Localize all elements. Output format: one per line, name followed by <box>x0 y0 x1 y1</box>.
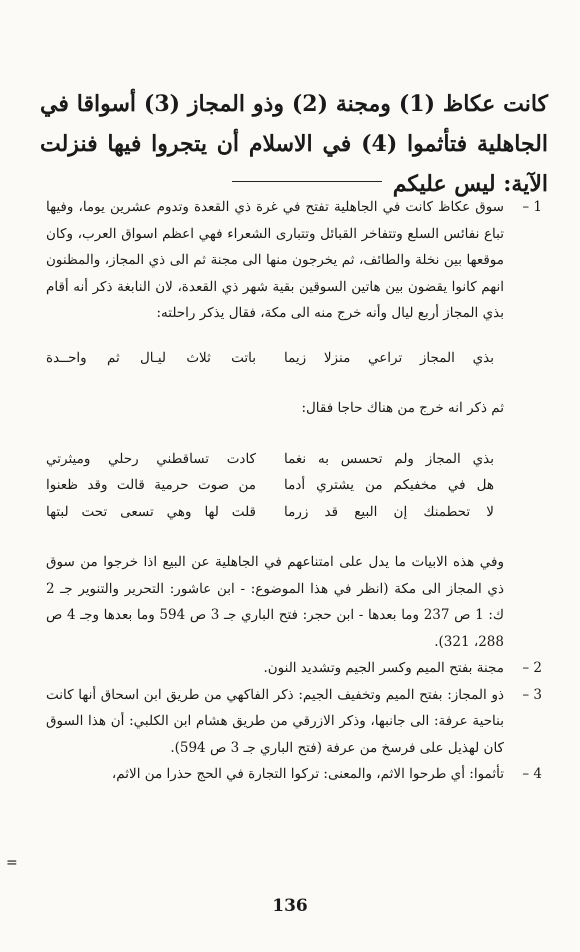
verse-line <box>46 345 504 372</box>
verse-hemistich-left: بذي المجاز تراعي منزلا زيما <box>284 349 494 366</box>
verse-hemistich-left: بذي المجاز ولم تحسس به نغما <box>284 450 494 467</box>
footnote-number: 1 – <box>522 199 542 215</box>
footnote-text: تأثموا: أي طرحوا الاثم، والمعنى: تركوا التجارة في الحج حذرا من الاثم، <box>111 766 504 782</box>
verse-hemistich-left: هل في مخفيكم من يشتري أدما <box>284 477 494 493</box>
footnote-separator <box>232 181 382 182</box>
verse-hemistich-right: كادت تساقطني رحلي وميثرتي <box>46 450 256 467</box>
footnote-1 <box>46 194 542 655</box>
continuation-mark: = <box>6 855 18 871</box>
verse-line <box>46 499 504 526</box>
footnote-verse-intro: ثم ذكر انه خرج من هناك حاجا فقال: <box>301 400 504 416</box>
footnote-number: 4 – <box>522 766 542 782</box>
verse-hemistich-right: قلت لها وهي تسعى تحت لبتها <box>46 503 256 520</box>
main-text: كانت عكاظ (1) ومجنة (2) وذو المجاز (3) أسواقا في الجاهلية فتأثموا (4) في الاسلام أن يتجروا فيها فنزلت الآية: ليس عليكم <box>40 91 549 197</box>
footnote-number: 2 – <box>522 660 542 676</box>
verse-hemistich-right: باتت ثلاث ليـال ثم واحــدة <box>46 349 256 366</box>
footnote-paragraph: سوق عكاظ كانت في الجاهلية تفتح في غرة ذي القعدة وتدوم عشرين يوما، وفيها تباع نفائس السلع وتتفاخر القبائل وتتبارى الشعراء فهي اعظم اسواق العرب، وكان موقعها بين نخلة والطائف، ثم يخرجون منها الى مجنة ثم الى ذي المجاز، والمظنون انهم كانوا يقضون بين هاتين السوقين بقية شهر ذي القعدة، لان النابغة ذكر أنه أقام بذي المجاز أربع ليال وأنه خرج منه الى مكة، فقال يذكر راحلته: <box>46 199 504 321</box>
verse-line <box>46 472 504 499</box>
footnotes <box>46 194 542 788</box>
page-number: 136 <box>272 896 308 916</box>
footnote-2 <box>46 655 542 682</box>
footnote-4 <box>46 761 542 788</box>
footnote-paragraph: وفي هذه الابيات ما يدل على امتناعهم في الجاهلية عن البيع اذا خرجوا من سوق ذي المجاز الى مكة (انظر في هذا الموضوع: - ابن عاشور: التحرير والتنوير جـ 2 ك: 1 ص 237 وما بعدها - ابن حجر: فتح الباري جـ 3 ص 594 وما بعدها وجـ 4 ص 288، 321). <box>46 554 505 650</box>
footnote-text: مجنة بفتح الميم وكسر الجيم وتشديد النون. <box>263 660 504 676</box>
footnote-number: 3 – <box>522 686 542 703</box>
footnote-3 <box>46 682 542 762</box>
verse-hemistich-left: لا تحطمنك إن البيع قد زرما <box>284 503 494 520</box>
verse-hemistich-right: من صوت حرمية قالت وقد ظعنوا <box>46 477 256 493</box>
footnote-text: ذو المجاز: بفتح الميم وتخفيف الجيم: ذكر الفاكهي من طريق ابن اسحاق أنها كانت بناحية عرفة: الى جانبها، وذكر الازرقي من طريق هشام ابن الكلبي: أن هذا السوق كان لهذيل على فرسخ من عرفة (فتح الباري جـ 3 ص 594). <box>46 686 504 756</box>
verse-line <box>46 446 504 473</box>
